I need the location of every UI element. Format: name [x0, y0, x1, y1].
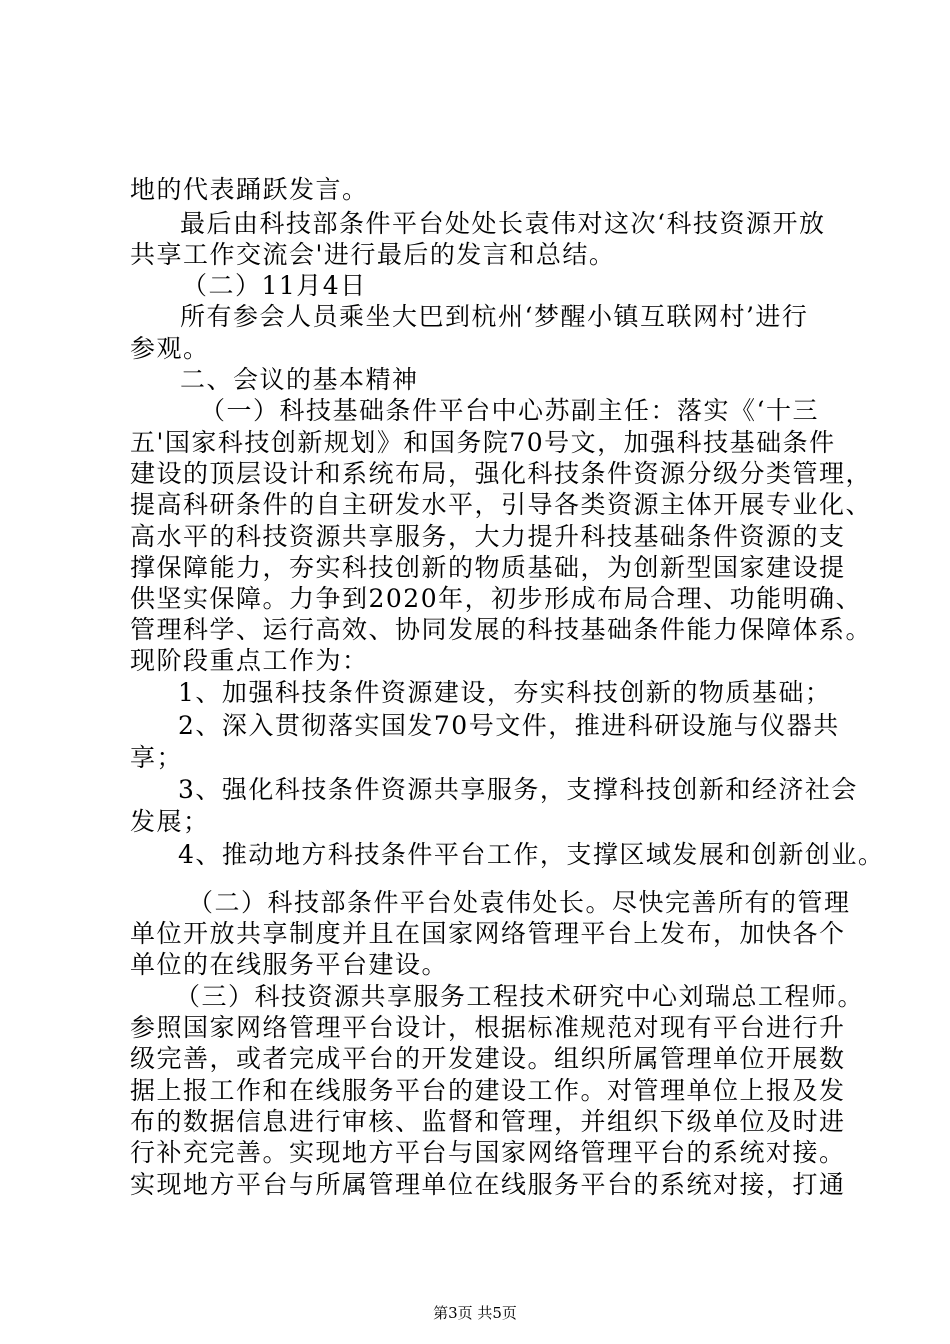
- text-line: 现阶段重点工作为：: [130, 646, 369, 675]
- text-line: 单位开放共享制度并且在国家网络管理平台上发布，加快各个: [130, 919, 846, 948]
- page-number-footer: 第3页 共5页: [433, 1304, 517, 1322]
- text-line: 管理科学、运行高效、协同发展的科技基础条件能力保障体系。: [130, 615, 873, 644]
- text-line: 建设的顶层设计和系统布局，强化科技条件资源分级分类管理，: [130, 459, 873, 488]
- text-line: 高水平的科技资源共享服务，大力提升科技基础条件资源的支: [130, 522, 846, 551]
- text-line: 参照国家网络管理平台设计，根据标准规范对现有平台进行升: [130, 1013, 846, 1042]
- text-line: （三）科技资源共享服务工程技术研究中心刘瑞总工程师。: [175, 982, 865, 1011]
- text-line: 级完善，或者完成平台的开发建设。组织所属管理单位开展数: [130, 1044, 846, 1073]
- text-line: 单位的在线服务平台建设。: [130, 950, 449, 979]
- text-line: （二）科技部条件平台处袁伟处长。尽快完善所有的管理: [188, 888, 851, 917]
- text-line: 发展；: [130, 807, 210, 836]
- text-line: 布的数据信息进行审核、监督和管理，并组织下级单位及时进: [130, 1107, 846, 1136]
- text-line: 五'国家科技创新规划》和国务院70号文，加强科技基础条件: [130, 428, 836, 457]
- text-line: 撑保障能力，夯实科技创新的物质基础，为创新型国家建设提: [130, 553, 846, 582]
- text-line: （一）科技基础条件平台中心苏副主任：落实《‘十三: [200, 396, 819, 425]
- text-line: 实现地方平台与所属管理单位在线服务平台的系统对接，打通: [130, 1170, 846, 1199]
- text-line: 所有参会人员乘坐大巴到杭州‘梦醒小镇互联网村’进行: [180, 302, 809, 331]
- text-line: 提高科研条件的自主研发水平，引导各类资源主体开展专业化、: [130, 490, 873, 519]
- text-line: 最后由科技部条件平台处处长袁伟对这次‘科技资源开放: [180, 209, 826, 238]
- text-line: 享；: [130, 743, 184, 772]
- text-line: 行补充完善。实现地方平台与国家网络管理平台的系统对接。: [130, 1138, 846, 1167]
- text-line: 供坚实保障。力争到2020年，初步形成布局合理、功能明确、: [130, 584, 863, 613]
- text-line: 地的代表踊跃发言。: [130, 175, 369, 204]
- text-line: 据上报工作和在线服务平台的建设工作。对管理单位上报及发: [130, 1076, 846, 1105]
- text-line: 参观。: [130, 334, 210, 363]
- section-heading: 二、会议的基本精神: [180, 365, 419, 394]
- text-line: 共享工作交流会'进行最后的发言和总结。: [130, 240, 616, 269]
- text-line: （二）11月4日: [182, 271, 367, 300]
- list-item: 1、加强科技条件资源建设，夯实科技创新的物质基础；: [178, 678, 832, 707]
- list-item: 2、深入贯彻落实国发70号文件，推进科研设施与仪器共: [178, 711, 840, 740]
- list-item: 4、推动地方科技条件平台工作，支撑区域发展和创新创业。: [178, 840, 885, 869]
- list-item: 3、强化科技条件资源共享服务，支撑科技创新和经济社会: [178, 775, 858, 804]
